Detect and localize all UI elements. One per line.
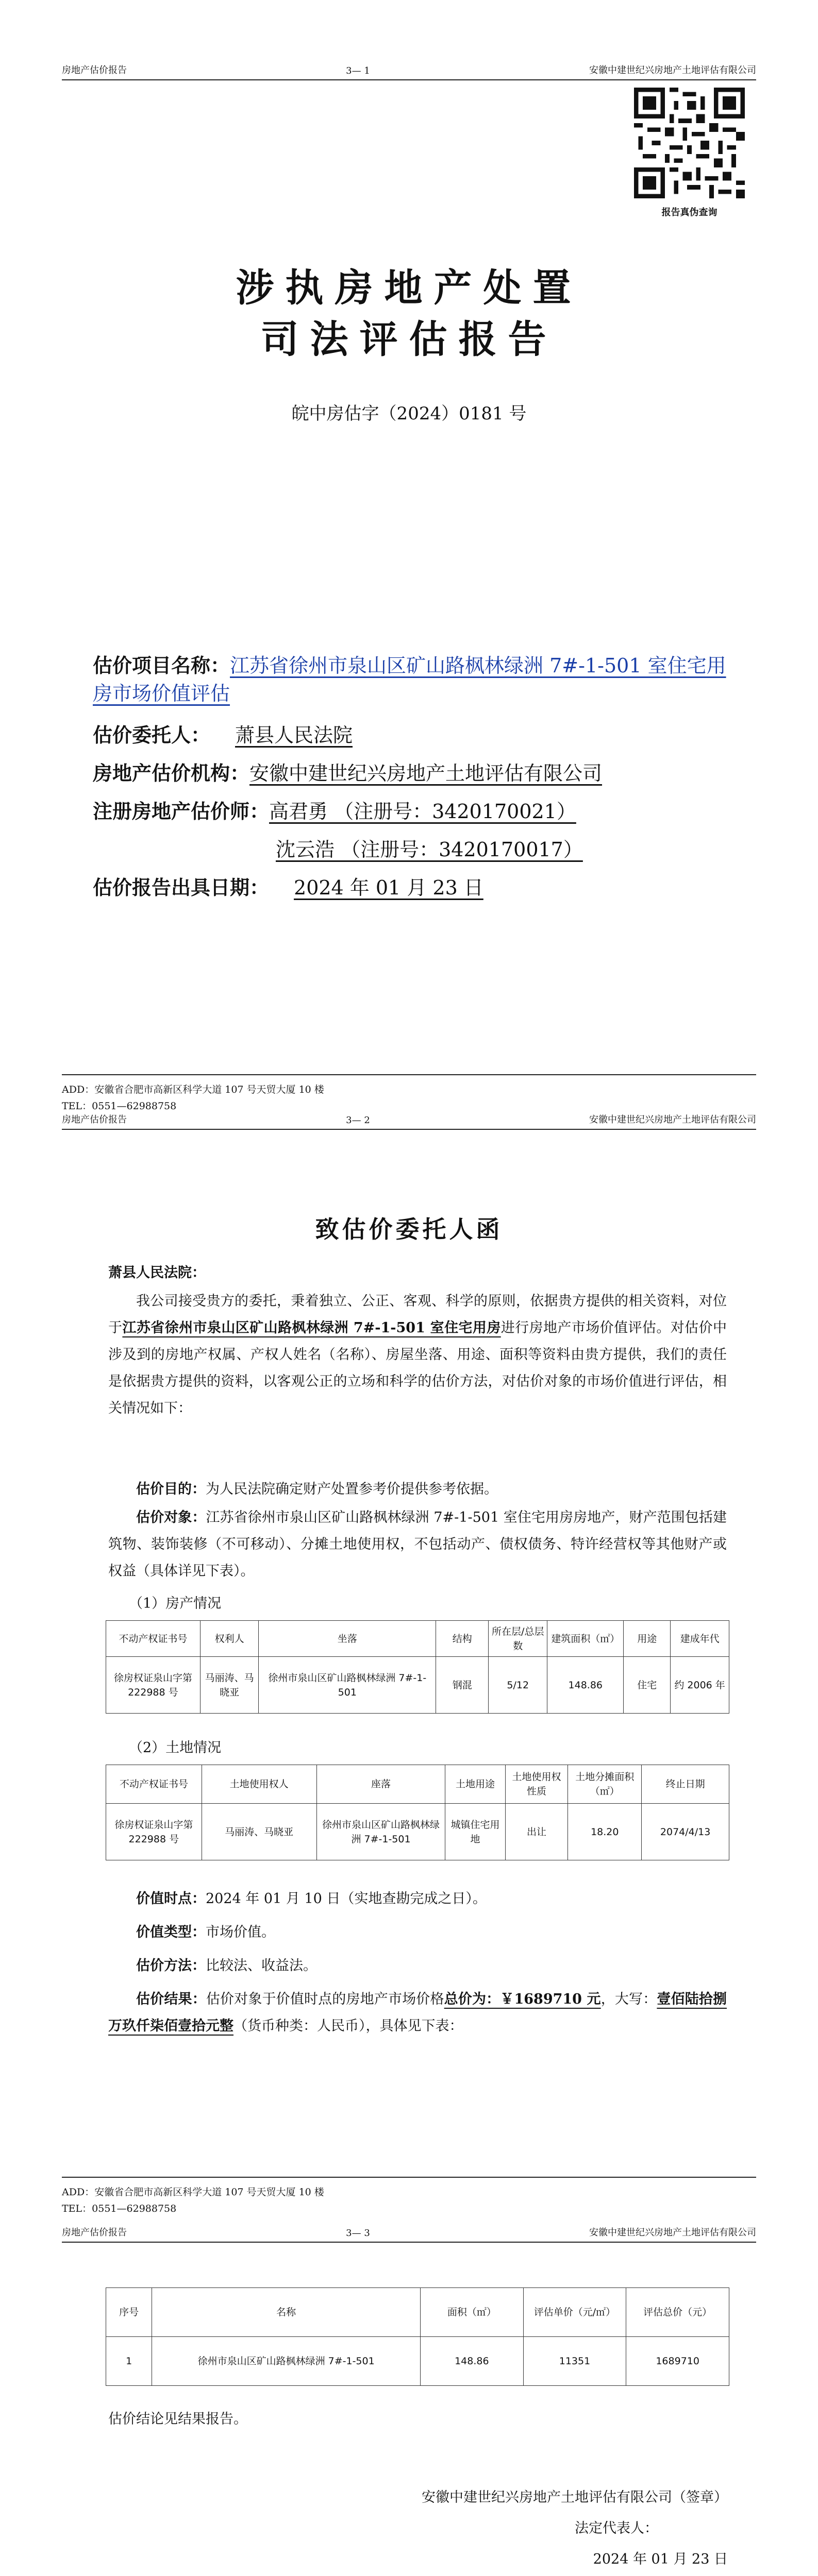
appraiser-2: 沈云浩 （注册号：3420170017） — [276, 838, 583, 861]
project-name-value: 江苏省徐州市泉山区矿山路枫林绿洲 7#-1-501 室住宅用房市场价值评估 — [93, 654, 726, 705]
table-row — [106, 2337, 729, 2386]
footer-tel: TEL：0551—62988758 — [62, 1100, 177, 1112]
footer-tel: TEL：0551—62988758 — [62, 2203, 177, 2214]
header-right: 安徽中建世纪兴房地产土地评估有限公司 — [589, 2227, 756, 2238]
salutation: 萧县人民法院： — [108, 1265, 206, 1281]
running-header — [62, 1110, 756, 1130]
land-table — [106, 1765, 729, 1860]
qr-code-icon[interactable] — [634, 88, 745, 198]
footer-address: ADD：安徽省合肥市高新区科学大道 107 号天贸大厦 10 楼 — [62, 2187, 324, 2198]
table-cell: 出让 — [505, 1804, 568, 1860]
header-page-number: 3— 1 — [346, 65, 370, 76]
report-title-line1: 涉执房地产处置 — [236, 266, 582, 310]
table-header-cell: 不动产权证书号 — [106, 1621, 201, 1657]
table-cell: 城镇住宅用地 — [445, 1804, 505, 1860]
value-type-value: 市场价值。 — [206, 1924, 275, 1940]
value-time-row — [108, 1886, 727, 1912]
footer-address: ADD：安徽省合肥市高新区科学大道 107 号天贸大厦 10 楼 — [62, 1084, 324, 1095]
result-page — [0, 2223, 818, 2576]
value-type-label: 价值类型： — [136, 1924, 206, 1940]
cover-page — [0, 0, 818, 1110]
method-value: 比较法、收益法。 — [206, 1958, 317, 1974]
qr-caption: 报告真伪查询 — [661, 207, 717, 218]
appraiser-label: 注册房地产估价师： — [93, 800, 270, 823]
table-header-cell: 评估总价（元） — [626, 2288, 729, 2337]
letter-intro — [108, 1288, 727, 1422]
project-name-row — [93, 652, 742, 707]
table-row — [106, 1657, 729, 1714]
company-signature: 安徽中建世纪兴房地产土地评估有限公司（签章） — [422, 2489, 728, 2505]
result-post: （货币种类：人民币），具体见下表： — [233, 2018, 463, 2034]
agency-label: 房地产估价机构： — [93, 761, 250, 785]
header-left: 房地产估价报告 — [62, 65, 127, 76]
result-label: 估价结果： — [136, 1991, 206, 2007]
table-header-cell: 用途 — [624, 1621, 671, 1657]
table-cell: 1 — [106, 2337, 152, 2386]
table-cell: 徐州市泉山区矿山路枫林绿洲 7#-1-501 — [152, 2337, 421, 2386]
table-cell: 徐房权证泉山字第 222988 号 — [106, 1804, 202, 1860]
table-header-cell: 土地使用权性质 — [505, 1765, 568, 1804]
purpose-value: 为人民法院确定财产处置参考价提供参考依据。 — [206, 1481, 498, 1497]
table-cell: 2074/4/13 — [642, 1804, 729, 1860]
table-header-cell: 序号 — [106, 2288, 152, 2337]
appraiser-1: 高君勇 （注册号：3420170021） — [269, 800, 576, 823]
header-right: 安徽中建世纪兴房地产土地评估有限公司 — [589, 65, 756, 76]
agency-row — [93, 759, 742, 787]
client-value: 萧县人民法院 — [235, 724, 353, 747]
object-value: 江苏省徐州市泉山区矿山路枫林绿洲 7#-1-501 室住宅用房房地产，财产范围包括建筑物、装饰装修（不可移动）、分摊土地使用权，不包括动产、债权债务、特许经营权等其他财产或权益（具体详见下表）。 — [108, 1510, 727, 1579]
table-cell: 住宅 — [624, 1657, 671, 1714]
page-footer — [62, 2177, 756, 2217]
table-row — [106, 1804, 729, 1860]
table-header-cell: 终止日期 — [642, 1765, 729, 1804]
header-page-number: 3— 3 — [346, 2228, 370, 2239]
land-table-header — [106, 1765, 729, 1804]
table-header-cell: 面积（㎡） — [421, 2288, 524, 2337]
table-header-cell: 坐落 — [259, 1621, 436, 1657]
running-header — [62, 61, 756, 80]
client-label: 估价委托人： — [93, 723, 211, 747]
table-cell: 5/12 — [489, 1657, 547, 1714]
table-header-cell: 座落 — [316, 1765, 445, 1804]
closing-date: 2024 年 01 月 23 日 — [593, 2551, 728, 2567]
value-time-label: 价值时点： — [136, 1891, 206, 1907]
result-table-header — [106, 2288, 729, 2337]
letter-page — [0, 1110, 818, 2223]
client-row — [93, 721, 742, 749]
table-cell: 马丽涛、马晓亚 — [200, 1657, 259, 1714]
table-header-cell: 所在层/总层数 — [489, 1621, 547, 1657]
result-capital: 壹佰陆拾捌万玖仟柒佰壹拾元整 — [108, 1991, 727, 2034]
appraiser-row — [93, 798, 742, 825]
house-heading: （1）房产情况 — [129, 1596, 222, 1612]
table-header-cell: 结构 — [436, 1621, 489, 1657]
conclusion-note: 估价结论见结果报告。 — [108, 2411, 247, 2427]
report-title-line2: 司法评估报告 — [260, 317, 558, 362]
result-total: 总价为：￥1689710 元 — [444, 1991, 601, 2007]
land-heading: （2）土地情况 — [129, 1740, 222, 1756]
table-header-cell: 评估单价（元/㎡） — [523, 2288, 626, 2337]
running-header — [62, 2223, 756, 2243]
method-row — [108, 1953, 727, 1979]
header-page-number: 3— 2 — [346, 1115, 370, 1126]
header-right: 安徽中建世纪兴房地产土地评估有限公司 — [589, 1114, 756, 1125]
header-left: 房地产估价报告 — [62, 1114, 127, 1125]
table-cell: 18.20 — [568, 1804, 642, 1860]
table-header-cell: 名称 — [152, 2288, 421, 2337]
agency-value: 安徽中建世纪兴房地产土地评估有限公司 — [249, 762, 603, 785]
table-header-cell: 建筑面积（㎡） — [547, 1621, 624, 1657]
project-name-label: 估价项目名称： — [93, 654, 230, 677]
result-row — [108, 1986, 727, 2040]
table-cell: 钢混 — [436, 1657, 489, 1714]
table-cell: 约 2006 年 — [671, 1657, 729, 1714]
header-left: 房地产估价报告 — [62, 2227, 127, 2238]
table-header-cell: 土地分摊面积（㎡） — [568, 1765, 642, 1804]
result-cap-label: ，大写： — [600, 1991, 657, 2007]
table-cell: 148.86 — [547, 1657, 624, 1714]
intro-part-a: 我公司接受贵方的委托，秉着独立、公正、客观、科学的原则，依据贵方提供的相关资料，对位于 — [108, 1293, 727, 1336]
table-header-cell: 土地用途 — [445, 1765, 505, 1804]
report-number: 皖中房估字（2024）0181 号 — [291, 403, 527, 424]
result-table — [106, 2287, 729, 2386]
page-footer — [62, 1074, 756, 1114]
table-header-cell: 权利人 — [200, 1621, 259, 1657]
house-table-header — [106, 1621, 729, 1657]
table-cell: 马丽涛、马晓亚 — [202, 1804, 316, 1860]
date-row — [93, 874, 742, 902]
date-label: 估价报告出具日期： — [93, 876, 270, 899]
table-header-cell: 土地使用权人 — [202, 1765, 316, 1804]
value-type-row — [108, 1919, 727, 1946]
table-cell: 徐州市泉山区矿山路枫林绿洲 7#-1-501 — [259, 1657, 436, 1714]
purpose-row — [108, 1476, 727, 1503]
table-header-cell: 不动产权证书号 — [106, 1765, 202, 1804]
table-cell: 1689710 — [626, 2337, 729, 2386]
table-cell: 徐房权证泉山字第 222988 号 — [106, 1657, 201, 1714]
purpose-label: 估价目的： — [136, 1481, 206, 1497]
letter-title: 致估价委托人函 — [315, 1215, 503, 1243]
object-row — [108, 1504, 727, 1585]
house-table — [106, 1620, 729, 1714]
intro-part-c: 进行房地产市场价值评估。对估价中涉及到的房地产权属、产权人姓名（名称）、房屋坐落、用途、面积等资料由贵方提供，我们的责任是依据贵方提供的资料，以客观公正的立场和科学的估价方法，对估价对象的市场价值进行评估，相关情况如下： — [108, 1320, 727, 1416]
result-pre: 估价对象于价值时点的房地产市场价格 — [206, 1991, 444, 2007]
table-cell: 148.86 — [421, 2337, 524, 2386]
table-cell: 11351 — [523, 2337, 626, 2386]
value-time-value: 2024 年 01 月 10 日（实地查勘完成之日）。 — [206, 1891, 487, 1907]
table-cell: 徐州市泉山区矿山路枫林绿洲 7#-1-501 — [316, 1804, 445, 1860]
object-label: 估价对象： — [136, 1510, 206, 1526]
intro-property: 江苏省徐州市泉山区矿山路枫林绿洲 7#-1-501 室住宅用房 — [122, 1320, 501, 1336]
appraiser-row-2 — [276, 836, 740, 863]
table-header-cell: 建成年代 — [671, 1621, 729, 1657]
method-label: 估价方法： — [136, 1958, 206, 1974]
legal-rep-label: 法定代表人： — [575, 2520, 658, 2536]
date-value: 2024 年 01 月 23 日 — [294, 876, 483, 899]
